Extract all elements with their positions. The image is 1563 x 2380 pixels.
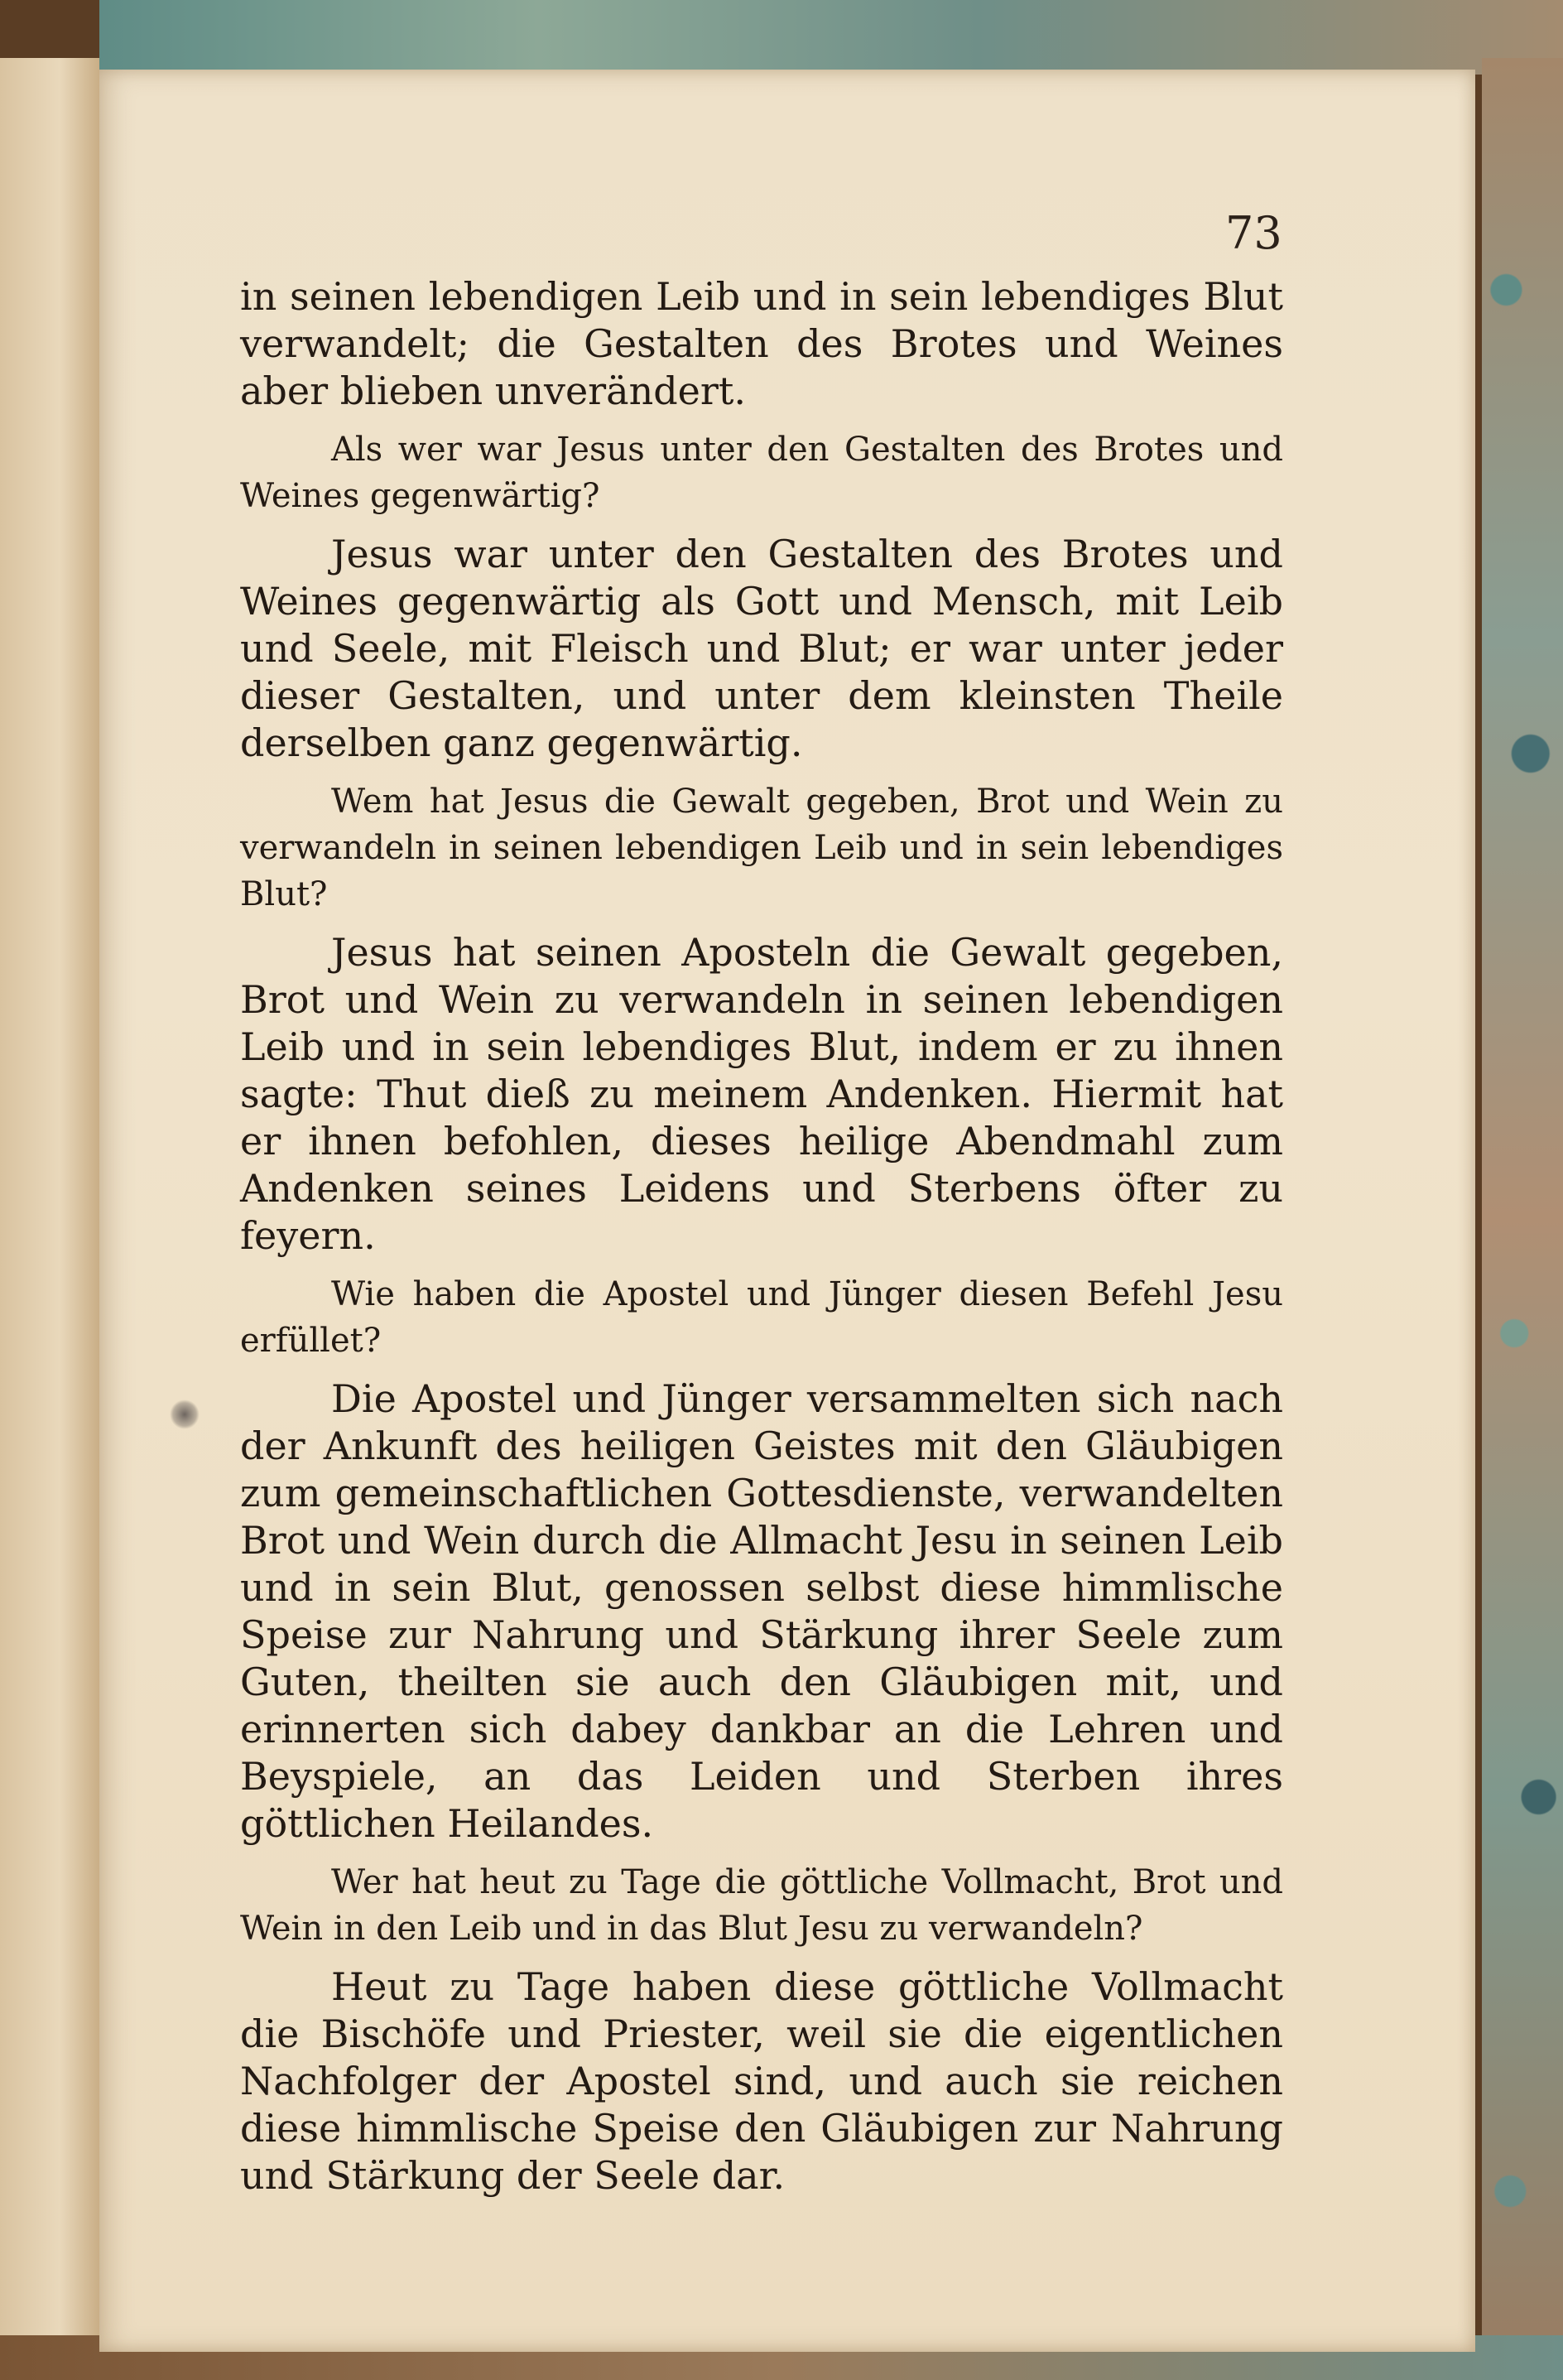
left-page-edge — [0, 58, 99, 2352]
question-paragraph: Wem hat Jesus die Gewalt gegeben, Brot und Wein zu verwandeln in seinen lebendigen Leib und in sein lebendiges Blut? — [240, 783, 1283, 913]
ink-smudge — [170, 1400, 200, 1429]
answer-paragraph: Jesus hat seinen Aposteln die Gewalt gegeben, Brot und Wein zu verwandeln in seinen lebendigen Leib und in sein lebendiges Blut, indem er zu ihnen sagte: Thut dieß zu meinem Andenken. Hiermit hat er ihnen befohlen, dieses heilige Abendmahl zum Andenken seines Leidens und Sterbens öfter zu feyern. — [240, 930, 1283, 1258]
page-number: 73 — [1225, 207, 1282, 259]
marbled-cover-top — [99, 0, 1563, 75]
question-paragraph: Wer hat heut zu Tage die göttliche Vollmacht, Brot und Wein in den Leib und in das Blut Jesu zu verwandeln? — [240, 1863, 1283, 1948]
question-paragraph: Als wer war Jesus unter den Gestalten des Brotes und Weines gegenwärtig? — [240, 431, 1283, 515]
answer-paragraph: in seinen lebendigen Leib und in sein lebendiges Blut verwandelt; die Gestalten des Brotes und Weines aber blieben unverändert. — [240, 274, 1283, 413]
answer-paragraph: Jesus war unter den Gestalten des Brotes und Weines gegenwärtig als Gott und Mensch, mit Leib und Seele, mit Fleisch und Blut; er war unter jeder dieser Gestalten, und unter dem kleinsten Theile derselben ganz gegenwärtig. — [240, 532, 1283, 765]
answer-paragraph: Heut zu Tage haben diese göttliche Vollmacht die Bischöfe und Priester, weil sie die eigentlichen Nachfolger der Apostel sind, und auch sie reichen diese himmlische Speise den Gläubigen zur Nahrung und Stärkung der Seele dar. — [240, 1964, 1283, 2198]
marbled-cover-right — [1482, 58, 1563, 2377]
answer-paragraph: Die Apostel und Jünger versammelten sich nach der Ankunft des heiligen Geistes mit den Gläubigen zum gemeinschaftlichen Gottesdienste, verwandelten Brot und Wein durch die Allmacht Jesu in seinen Leib und in sein Blut, genossen selbst diese himmlische Speise zur Nahrung und Stärkung ihrer Seele zum Guten, theilten sie auch den Gläubigen mit, und erinnerten sich dabey dankbar an die Lehren und Beyspiele, an das Leiden und Sterben ihres göttlichen Heilandes. — [240, 1376, 1283, 1846]
question-paragraph: Wie haben die Apostel und Jünger diesen Befehl Jesu erfüllet? — [240, 1275, 1283, 1360]
page-text — [240, 273, 1283, 2211]
